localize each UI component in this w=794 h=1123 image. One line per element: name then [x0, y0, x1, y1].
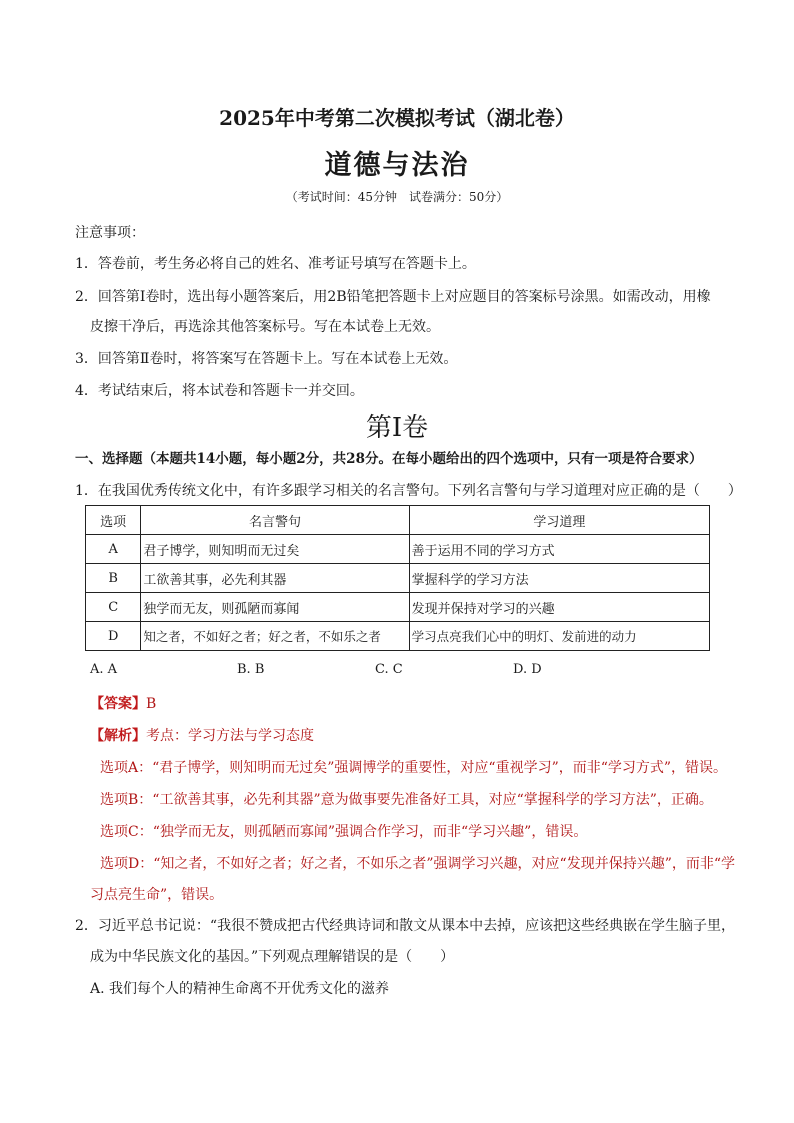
section-title: 第Ⅰ卷	[365, 413, 429, 443]
table-header-cell: 选项	[86, 506, 141, 535]
table-cell: 知之者，不如好之者；好之者，不如乐之者	[141, 622, 409, 651]
analysis-text: 选项A：“君子博学，则知明而无过矣”强调博学的重要性，对应“重视学习”，而非“学习方式”，错误。	[100, 760, 728, 776]
exam-title: 2025年中考第二次模拟考试（湖北卷）	[219, 106, 575, 130]
choice-b: B. B	[237, 662, 265, 677]
table-cell: A	[86, 535, 141, 564]
analysis-point: 考点：学习方法与学习态度	[146, 728, 314, 744]
notice-item: 2．回答第Ⅰ卷时，选出每小题答案后，用2B铅笔把答题卡上对应题目的答案标号涂黑。如需改动，用橡	[75, 289, 711, 305]
section-instruction: 一、选择题（本题共14小题，每小题2分，共28分。在每小题给出的四个选项中，只有一项是符合要求）	[75, 451, 703, 467]
analysis-line	[90, 725, 314, 745]
table-cell: B	[86, 564, 141, 593]
table-header-cell: 学习道理	[409, 506, 709, 535]
subject-title: 道德与法治	[324, 150, 470, 181]
table-cell: 工欲善其事，必先利其器	[141, 564, 409, 593]
notice-item-continued: 皮擦干净后，再选涂其他答案标号。写在本试卷上无效。	[90, 319, 440, 335]
table-cell: 学习点亮我们心中的明灯、发前进的动力	[409, 622, 709, 651]
table-cell: C	[86, 593, 141, 622]
table-row	[86, 593, 710, 622]
table-row	[86, 622, 710, 651]
choice-a: A. A	[90, 662, 118, 677]
analysis-text: 选项B：“工欲善其事，必先利其器”意为做事要先准备好工具，对应“掌握科学的学习方法”，正确。	[100, 792, 713, 808]
table-row	[86, 564, 710, 593]
answer-line	[90, 693, 156, 713]
question-1-table	[85, 505, 710, 651]
notice-heading: 注意事项：	[75, 225, 145, 241]
notice-item: 1．答卷前，考生务必将自己的姓名、准考证号填写在答题卡上。	[75, 256, 476, 272]
choice-c: C. C	[375, 662, 403, 677]
table-cell: 发现并保持对学习的兴趣	[409, 593, 709, 622]
answer-value: B	[146, 696, 157, 712]
analysis-text: 选项D：“知之者，不如好之者；好之者，不如乐之者”强调学习兴趣，对应“发现并保持兴趣”，而非“学	[100, 856, 736, 872]
analysis-text: 习点亮生命”，错误。	[90, 887, 224, 903]
table-cell: 善于运用不同的学习方式	[409, 535, 709, 564]
choice-d: D. D	[513, 662, 542, 677]
analysis-text: 选项C：“独学而无友，则孤陋而寡闻”强调合作学习，而非“学习兴趣”，错误。	[100, 824, 588, 840]
question-2-stem-continued: 成为中华民族文化的基因。”下列观点理解错误的是（ ）	[90, 949, 455, 965]
table-cell: 独学而无友，则孤陋而寡闻	[141, 593, 409, 622]
analysis-label: 【解析】	[90, 728, 146, 744]
table-row	[86, 535, 710, 564]
table-header-row	[86, 506, 710, 535]
question-2-option-a: A. 我们每个人的精神生命离不开优秀文化的滋养	[90, 981, 390, 997]
notice-item: 3．回答第Ⅱ卷时，将答案写在答题卡上。写在本试卷上无效。	[75, 351, 458, 367]
answer-label: 【答案】	[90, 696, 146, 712]
exam-info: （考试时间：45分钟 试卷满分：50分）	[285, 190, 509, 204]
question-2-stem: 2．习近平总书记说：“我很不赞成把古代经典诗词和散文从课本中去掉，应该把这些经典嵌在学生脑子里，	[75, 918, 736, 934]
table-cell: D	[86, 622, 141, 651]
table-cell: 掌握科学的学习方法	[409, 564, 709, 593]
table-cell: 君子博学，则知明而无过矣	[141, 535, 409, 564]
table-header-cell: 名言警句	[141, 506, 409, 535]
notice-item: 4．考试结束后，将本试卷和答题卡一并交回。	[75, 383, 364, 399]
question-1-stem: 1．在我国优秀传统文化中，有许多跟学习相关的名言警句。下列名言警句与学习道理对应正确的是（ ）	[75, 483, 742, 499]
